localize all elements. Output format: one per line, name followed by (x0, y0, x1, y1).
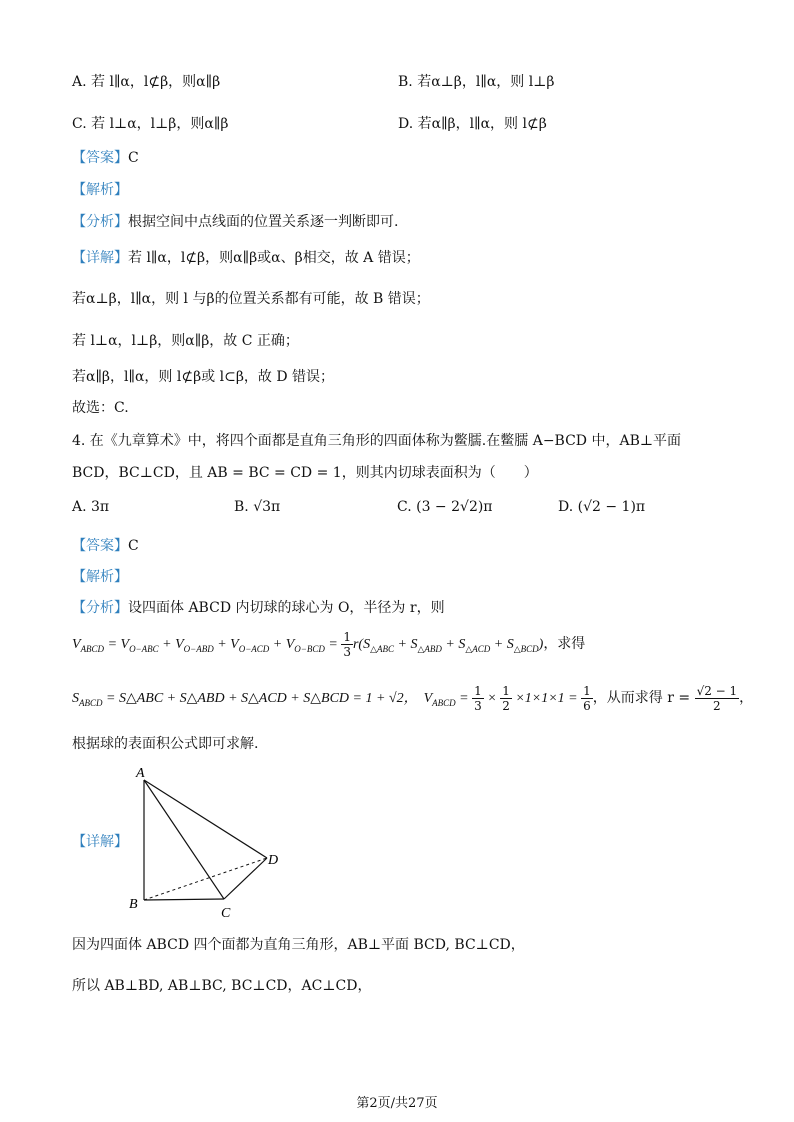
q3-detail-3: 若 l⊥α，l⊥β，则α∥β，故 C 正确； (72, 333, 299, 349)
option-c: C. 若 l⊥α，l⊥β，则α∥β (72, 116, 229, 132)
q3-conclusion: 故选：C. (72, 400, 129, 416)
eq-sub: O−ABC (129, 643, 159, 654)
edge-ac (144, 780, 224, 899)
fraction: $\frac{1}{2}$ (502, 683, 510, 713)
equation-area-volume (72, 680, 753, 721)
vertex-label-b: B (129, 897, 138, 912)
edge-ad (144, 780, 267, 858)
eq-sub: O−ACD (238, 643, 270, 654)
edge-cd (224, 858, 267, 899)
eq-symbol: S (72, 691, 79, 706)
q4-option-a: A. 3π (72, 499, 110, 515)
q4-detail-2: 所以 AB⊥BD, AB⊥BC, BC⊥CD，AC⊥CD， (72, 978, 372, 994)
q3-detail-1 (72, 248, 420, 268)
eq-tail: ，从而求得 r = (592, 690, 695, 706)
eq-sub: △BCD (513, 643, 539, 654)
q4-answer-line (72, 536, 139, 556)
detail-tag: 【详解】 (72, 834, 128, 850)
fraction: $\frac{√2 - 1}{2}$ (696, 683, 738, 713)
q4-detail-1: 因为四面体 ABCD 四个面都为直角三角形，AB⊥平面 BCD, BC⊥CD， (72, 937, 525, 953)
eq-tail: ，求得 (543, 636, 586, 652)
eq-symbol: ) (538, 637, 544, 652)
analysis-tag: 【解析】 (72, 569, 128, 585)
eq-symbol: + S (441, 637, 466, 652)
detail-text: 若 l∥α，l⊄β，则α∥β或α、β相交，故 A 错误； (128, 250, 420, 266)
answer-value: C (128, 150, 139, 166)
q4-fenxi (72, 598, 445, 618)
eq-sub: △ABC (370, 643, 395, 654)
tetrahedron-figure (120, 760, 300, 925)
eq-tail: ， (739, 690, 754, 706)
fraction: $\frac{1}{6}$ (583, 683, 591, 713)
option-a: A. 若 l∥α，l⊄β，则α∥β (72, 74, 221, 90)
fenxi-tag: 【分析】 (72, 214, 128, 230)
eq-symbol: V (423, 691, 433, 706)
eq-sub: ABCD (432, 697, 456, 708)
eq-sub: △ACD (465, 643, 491, 654)
eq-symbol: = V (104, 637, 130, 652)
q4-formula-line: 根据球的表面积公式即可求解. (72, 736, 259, 752)
answer-tag: 【答案】 (72, 538, 128, 554)
answer-value: C (128, 538, 139, 554)
eq-sub: △ABD (417, 643, 442, 654)
option-d: D. 若α∥β，l∥α，则 l⊄β (398, 116, 547, 132)
q3-detail-4: 若α∥β，l∥α，则 l⊄β或 l⊂β，故 D 错误； (72, 369, 335, 385)
fenxi-text: 设四面体 ABCD 内切球的球心为 O，半径为 r，则 (128, 600, 445, 616)
fraction: $\frac{1}{3}$ (474, 683, 482, 713)
q3-fenxi (72, 212, 398, 232)
q3-detail-2: 若α⊥β，l∥α，则 l 与β的位置关系都有可能，故 B 错误； (72, 291, 430, 307)
eq-symbol: V (72, 637, 81, 652)
answer-tag: 【答案】 (72, 150, 128, 166)
eq-sub: ABCD (79, 697, 103, 708)
q3-answer-line (72, 148, 139, 168)
eq-sub: O−BCD (294, 643, 325, 654)
option-b: B. 若α⊥β，l∥α，则 l⊥β (398, 74, 555, 90)
fenxi-tag: 【分析】 (72, 600, 128, 616)
eq-symbol: = (455, 691, 473, 706)
eq-symbol: × (483, 691, 501, 706)
detail-tag: 【详解】 (72, 250, 128, 266)
vertex-label-d: D (268, 853, 279, 868)
eq-symbol: + V (269, 637, 295, 652)
fraction: $\frac{1}{3}$ (343, 629, 351, 659)
eq-symbol: ×1×1×1 = (511, 691, 582, 706)
fenxi-text: 根据空间中点线面的位置关系逐一判断即可. (128, 214, 399, 230)
eq-sub: ABCD (80, 643, 105, 654)
eq-symbol: r(S (352, 637, 371, 652)
eq-symbol: = (324, 637, 342, 652)
vertex-label-c: C (221, 906, 231, 921)
eq-symbol: + S (490, 637, 514, 652)
q4-option-c: C. (3 − 2√2)π (397, 499, 493, 515)
q4-option-d: D. (√2 − 1)π (558, 499, 646, 515)
analysis-tag: 【解析】 (72, 182, 128, 198)
eq-symbol: + S (394, 637, 418, 652)
eq-symbol: + V (213, 637, 239, 652)
eq-symbol: = S△ABC + S△ABD + S△ACD + S△BCD = 1 + √2， (102, 691, 418, 706)
eq-symbol: + V (158, 637, 184, 652)
vertex-label-a: A (136, 766, 145, 781)
edge-bd-hidden (144, 858, 267, 900)
edge-bc (144, 899, 224, 900)
q4-stem-2: BCD，BC⊥CD，且 AB = BC = CD = 1，则其内切球表面积为（ ） (72, 465, 538, 481)
equation-volume-sum (72, 628, 585, 665)
eq-sub: O−ABD (183, 643, 214, 654)
q4-stem-1: 4. 在《九章算术》中，将四个面都是直角三角形的四面体称为鳖臑.在鳖臑 A−BCD 中，AB⊥平面 (72, 433, 682, 449)
q4-option-b: B. √3π (234, 499, 281, 515)
page-footer: 第2页/共27页 (356, 1096, 438, 1111)
